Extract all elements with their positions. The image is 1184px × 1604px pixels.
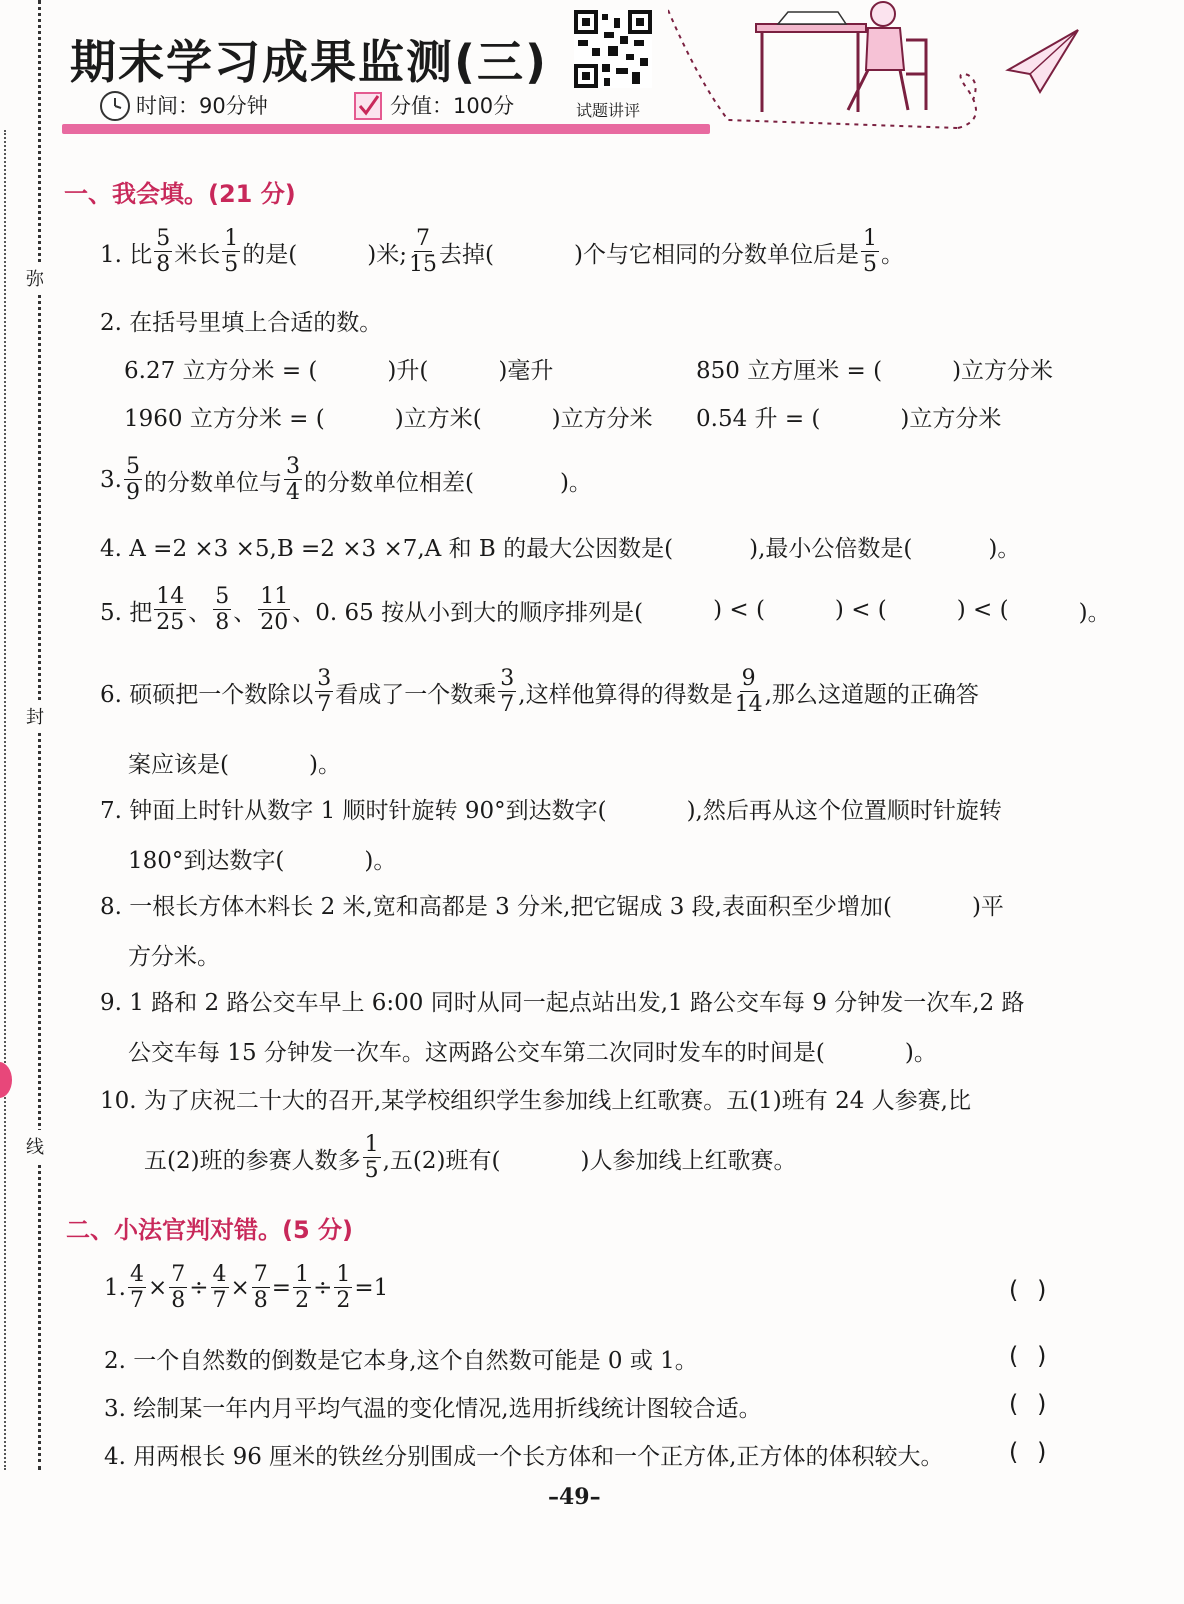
question-2-row-2b: 0.54 升 = ( )立方分米 <box>696 406 1002 432</box>
fraction: $\frac{3}{7}$ <box>317 666 332 717</box>
fraction: $\frac{4}{7}$ <box>212 1262 227 1313</box>
question-7-cont: 180°到达数字( )。 <box>128 848 397 874</box>
question-9: 9. 1 路和 2 路公交车早上 6:00 同时从同一起点站出发,1 路公交车每 9 分钟发一次车,2 路 <box>100 990 1025 1016</box>
fraction: $\frac{4}{7}$ <box>129 1262 144 1313</box>
fraction: $\frac{11}{20}$ <box>260 584 289 635</box>
pink-tab-marker <box>0 1062 12 1098</box>
question-2-row-2a: 1960 立方分米 = ( )立方米( )立方分米 <box>124 406 653 432</box>
fraction: $\frac{14}{25}$ <box>156 584 185 635</box>
fraction: $\frac{9}{14}$ <box>734 666 763 717</box>
judge-3: 3. 绘制某一年内月平均气温的变化情况,选用折线统计图较合适。 <box>104 1396 762 1422</box>
fraction: $\frac{3}{7}$ <box>500 666 515 717</box>
fraction: $\frac{5}{8}$ <box>156 226 171 277</box>
student-desk-illustration <box>668 0 1108 140</box>
question-8-cont: 方分米。 <box>128 944 220 970</box>
margin-label-3: 线 <box>26 1130 44 1162</box>
question-10-cont: 五(2)班的参赛人数多 $\frac{1}{5}$ ,五(2)班有( )人参加线上红歌赛。 <box>144 1132 797 1183</box>
qr-code-icon <box>574 10 652 88</box>
fraction: $\frac{1}{5}$ <box>862 226 877 277</box>
question-1: 1. 比 $\frac{5}{8}$ 米长 $\frac{1}{5}$ 的是( )米; $\frac{7}{15}$ 去掉( )个与它相同的分数单位后是 $\frac{1}{5}$ 。 <box>100 226 904 277</box>
judge-4: 4. 用两根长 96 厘米的铁丝分别围成一个长方体和一个正方体,正方体的体积较大。 <box>104 1444 944 1470</box>
judge-4-answer[interactable]: ( ) <box>1006 1438 1050 1466</box>
question-4: 4. A =2 ×3 ×5,B =2 ×3 ×7,A 和 B 的最大公因数是( ),最小公倍数是( )。 <box>100 536 1021 562</box>
question-7: 7. 钟面上时针从数字 1 顺时针旋转 90°到达数字( ),然后再从这个位置顺时针旋转 <box>100 798 1002 824</box>
question-10: 10. 为了庆祝二十大的召开,某学校组织学生参加线上红歌赛。五(1)班有 24 人参赛,比 <box>100 1088 971 1114</box>
binding-dotted-line <box>38 0 41 1470</box>
fraction: $\frac{1}{5}$ <box>364 1132 379 1183</box>
left-page-edge <box>4 130 6 1470</box>
question-2-row-1a: 6.27 立方分米 = ( )升( )毫升 <box>124 358 554 384</box>
fraction: $\frac{5}{8}$ <box>215 584 230 635</box>
judge-2-answer[interactable]: ( ) <box>1006 1342 1050 1370</box>
page-number: –49– <box>548 1484 601 1510</box>
judge-2: 2. 一个自然数的倒数是它本身,这个自然数可能是 0 或 1。 <box>104 1348 698 1374</box>
header-band <box>62 124 710 134</box>
fraction: $\frac{7}{8}$ <box>253 1262 268 1313</box>
fraction: $\frac{1}{2}$ <box>336 1262 351 1313</box>
time-label: 时间：90分钟 <box>136 94 268 118</box>
qr-caption: 试题讲评 <box>576 101 641 120</box>
fraction: $\frac{5}{9}$ <box>125 454 140 505</box>
fraction: $\frac{7}{15}$ <box>408 226 437 277</box>
question-2-stem: 2. 在括号里填上合适的数。 <box>100 310 383 336</box>
question-8: 8. 一根长方体木料长 2 米,宽和高都是 3 分米,把它锯成 3 段,表面积至少增加( )平 <box>100 894 1004 920</box>
question-5: 5. 把 $\frac{14}{25}$ 、 $\frac{5}{8}$ 、 $\frac{11}{20}$ 、0. 65 按从小到大的顺序排列是( ) < ( ) < ( ) < ( )。 <box>100 584 1111 635</box>
page-title: 期末学习成果监测(三) <box>70 35 549 89</box>
section1-title: 一、我会填。(21 分) <box>64 180 296 208</box>
margin-label-1: 弥 <box>26 262 44 294</box>
fraction: $\frac{1}{2}$ <box>295 1262 310 1313</box>
clock-icon <box>100 91 130 121</box>
question-3: 3. $\frac{5}{9}$ 的分数单位与 $\frac{3}{4}$ 的分数单位相差( )。 <box>100 454 592 505</box>
question-6-cont: 案应该是( )。 <box>128 752 341 778</box>
judge-1: 1. $\frac{4}{7}$ × $\frac{7}{8}$ ÷ $\frac{4}{7}$ × $\frac{7}{8}$ = $\frac{1}{2}$ ÷ $\frac{1}{2}$ =1 <box>104 1262 389 1313</box>
fraction: $\frac{7}{8}$ <box>171 1262 186 1313</box>
fraction: $\frac{3}{4}$ <box>285 454 300 505</box>
question-9-cont: 公交车每 15 分钟发一次车。这两路公交车第二次同时发车的时间是( )。 <box>128 1040 937 1066</box>
question-6: 6. 硕硕把一个数除以 $\frac{3}{7}$ 看成了一个数乘 $\frac{3}{7}$ ,这样他算得的得数是 $\frac{9}{14}$ ,那么这道题的正确答 <box>100 666 979 717</box>
question-2-row-1b: 850 立方厘米 = ( )立方分米 <box>696 358 1054 384</box>
judge-3-answer[interactable]: ( ) <box>1006 1390 1050 1418</box>
score-label: 分值：100分 <box>390 94 515 118</box>
checkbox-icon <box>354 92 382 120</box>
fraction: $\frac{1}{5}$ <box>224 226 239 277</box>
section2-title: 二、小法官判对错。(5 分) <box>66 1216 353 1244</box>
judge-1-answer[interactable]: ( ) <box>1006 1276 1050 1304</box>
margin-label-2: 封 <box>26 700 44 732</box>
